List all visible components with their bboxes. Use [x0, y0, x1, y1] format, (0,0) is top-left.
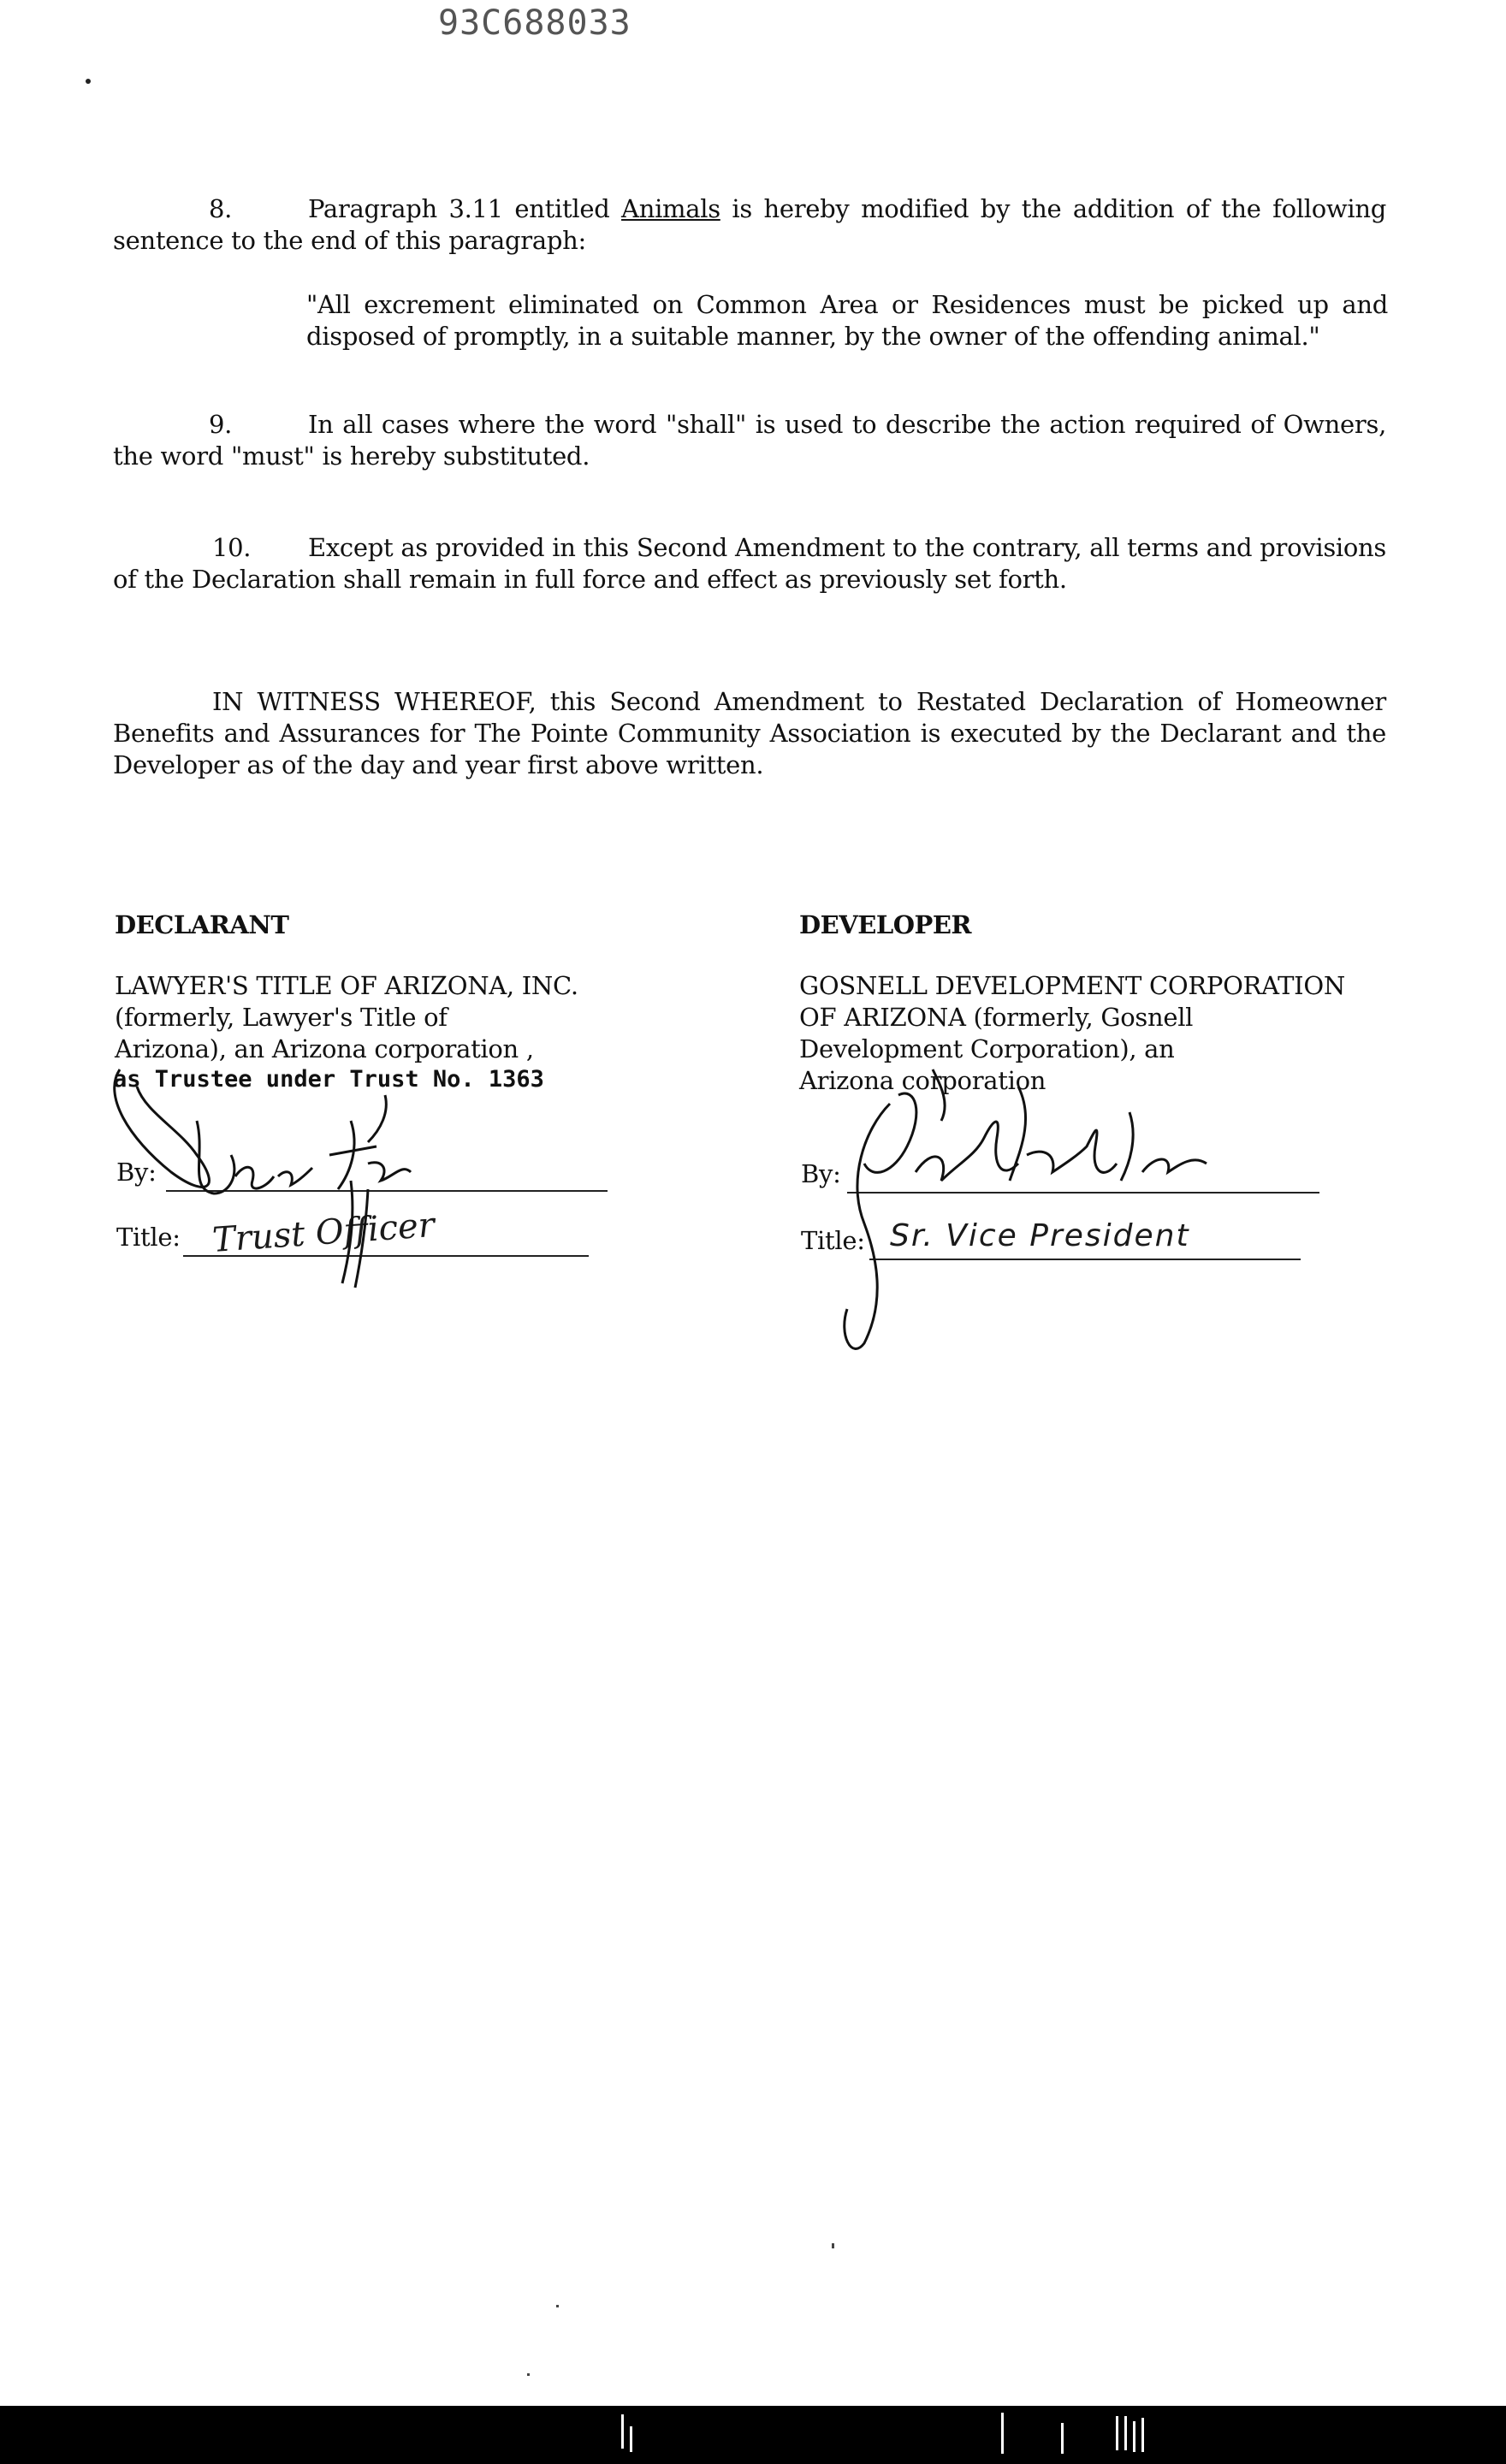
paragraph-8 [113, 193, 1386, 257]
developer-title-value: Sr. Vice President [890, 1218, 1190, 1253]
developer-name-line-2: OF ARIZONA (formerly, Gosnell [799, 1003, 1194, 1032]
declarant-by-label: By: [116, 1158, 157, 1187]
developer-by-label: By: [801, 1159, 841, 1188]
paragraph-8-quote: "All excrement eliminated on Common Area or Residences must be picked up and disposed of promptly, in a suitable manner, by the owner of the offending animal." [306, 290, 1388, 351]
declarant-title-value: Trust Officer [210, 1205, 436, 1261]
document-number: 93C688033 [438, 3, 631, 43]
paragraph-8-number: 8. [209, 194, 233, 223]
witness-text: IN WITNESS WHEREOF, this Second Amendment to Restated Declaration of Homeowner Benefits and Assurances for The Pointe Community Association is executed by the Declarant and the Developer as of the day and year first above written. [113, 687, 1386, 779]
developer-title-label: Title: [801, 1226, 865, 1255]
developer-name-line-3: Development Corporation), an [799, 1034, 1175, 1063]
declarant-signature [94, 1061, 488, 1300]
declarant-name-line-3: Arizona), an Arizona corporation , [115, 1034, 534, 1063]
scan-edge-bar [0, 2406, 1506, 2464]
declarant-trustee-line: as Trustee under Trust No. 1363 [113, 1066, 544, 1093]
page-speck [556, 2305, 559, 2307]
margin-speck [86, 79, 91, 84]
developer-name-line-1: GOSNELL DEVELOPMENT CORPORATION [799, 971, 1345, 1000]
declarant-name-line-1: LAWYER'S TITLE OF ARIZONA, INC. [115, 971, 578, 1000]
paragraph-9-number: 9. [209, 410, 233, 439]
page-speck [832, 2243, 834, 2248]
developer-signature [813, 1061, 1292, 1369]
paragraph-8-lead: Paragraph 3.11 entitled [308, 194, 610, 223]
paragraph-8-term: Animals [621, 194, 720, 223]
paragraph-8-rest: is hereby modified by the addition of the following sentence to the end of this paragraph: [113, 194, 1387, 255]
page-speck [527, 2373, 530, 2376]
paragraph-9 [113, 409, 1386, 472]
declarant-name-line-2: (formerly, Lawyer's Title of [115, 1003, 448, 1032]
paragraph-10-text: Except as provided in this Second Amendment to the contrary, all terms and provisions of the Declaration shall remain in full force and effect as previously set forth. [113, 533, 1386, 594]
declarant-heading: DECLARANT [115, 910, 289, 939]
developer-heading: DEVELOPER [799, 910, 972, 939]
witness-clause [113, 686, 1386, 781]
paragraph-10 [113, 532, 1386, 595]
paragraph-9-text: In all cases where the word "shall" is used to describe the action required of Owners, the word "must" is hereby substituted. [113, 410, 1386, 471]
paragraph-10-number: 10. [212, 533, 252, 562]
declarant-title-label: Title: [116, 1223, 181, 1252]
developer-name-line-4: Arizona corporation [799, 1066, 1046, 1095]
